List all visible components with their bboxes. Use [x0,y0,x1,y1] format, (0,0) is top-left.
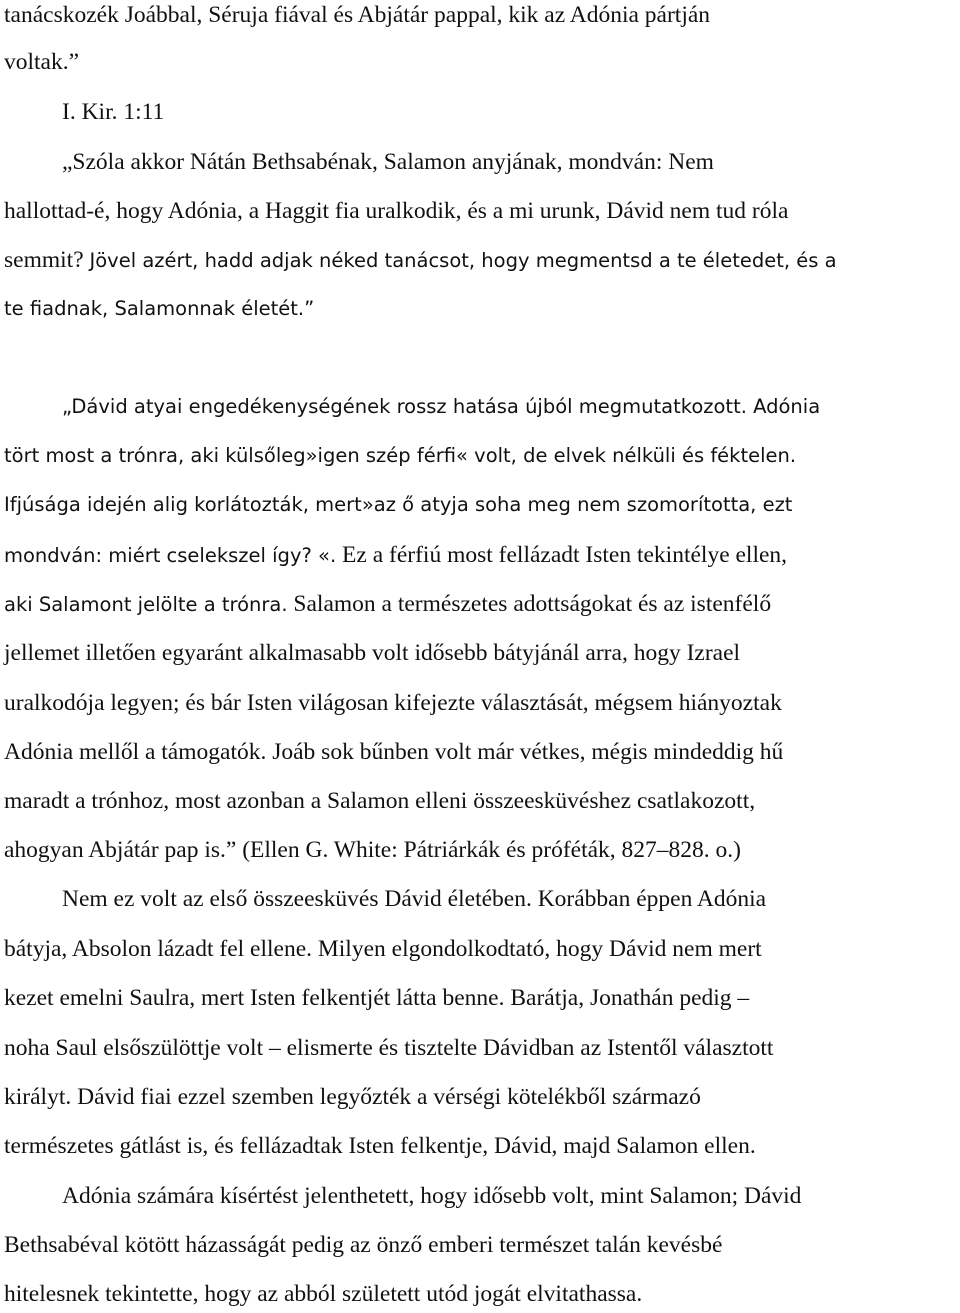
text-line: „Dávid atyai engedékenységének rossz hatása újból megmutatkozott. Adónia [62,395,821,418]
text-line: Adónia számára kísértést jelenthetett, hogy idősebb volt, mint Salamon; Dávid [62,1183,802,1209]
text-line: bátyja, Absolon lázadt fel ellene. Milyen elgondolkodtató, hogy Dávid nem mert [4,936,762,962]
text-line: „Szóla akkor Nátán Bethsabénak, Salamon anyjának, mondván: Nem [62,149,714,175]
text-line: Nem ez volt az első összeesküvés Dávid életében. Korábban éppen Adónia [62,886,767,912]
text-span: Ez a férfiú most fellázadt Isten tekintélye ellen, [342,542,788,568]
text-line [4,589,771,619]
text-line: jellemet illetően egyaránt alkalmasabb volt idősebb bátyjánál arra, hogy Izrael [4,640,741,666]
text-span: aki Salamont jelölte a trónra. [4,593,288,616]
text-span: semmit? [4,247,84,273]
text-line: voltak.” [4,49,80,75]
text-span: Jövel azért, hadd adjak néked tanácsot, hogy megmentsd a te életedet, és a [89,249,837,272]
text-line [4,540,787,570]
text-line: természetes gátlást is, és fellázadtak Isten felkentje, Dávid, majd Salamon ellen. [4,1133,756,1159]
text-span: Salamon a természetes adottságokat és az istenfélő [293,591,772,617]
text-line: hitelesnek tekintette, hogy az abból született utód jogát elvitathassa. [4,1281,643,1307]
text-line: uralkodója legyen; és bár Isten világosan kifejezte választását, mégsem hiányoztak [4,690,782,716]
text-line: kezet emelni Saulra, mert Isten felkentjét látta benne. Barátja, Jonathán pedig – [4,985,750,1011]
text-line [4,245,837,275]
text-line: Ifjúsága idején alig korlátozták, mert»az ő atyja soha meg nem szomorította, ezt [4,493,793,516]
text-span: mondván: miért cselekszel így? «. [4,544,337,567]
text-line: Bethsabéval kötött házasságát pedig az önző emberi természet talán kevésbé [4,1232,723,1258]
text-line: ahogyan Abjátár pap is.” (Ellen G. White: Pátriárkák és próféták, 827–828. o.) [4,837,741,863]
text-line: te fiadnak, Salamonnak életét.” [4,297,315,320]
text-line: hallottad-é, hogy Adónia, a Haggit fia uralkodik, és a mi urunk, Dávid nem tud róla [4,198,789,224]
verse-reference: I. Kir. 1:11 [62,99,165,125]
text-line: királyt. Dávid fiai ezzel szemben legyőzték a vérségi kötelékből származó [4,1084,701,1110]
text-line: noha Saul elsőszülöttje volt – elismerte és tisztelte Dávidban az Istentől választott [4,1035,774,1061]
text-line: tört most a trónra, aki külsőleg»igen szép férfi« volt, de elvek nélküli és féktelen. [4,444,797,467]
text-line: tanácskozék Joábbal, Séruja fiával és Abjátár pappal, kik az Adónia pártján [4,2,711,28]
text-line: Adónia mellől a támogatók. Joáb sok bűnben volt már vétkes, mégis mindeddig hű [4,739,784,765]
text-line: maradt a trónhoz, most azonban a Salamon elleni összeesküvéshez csatlakozott, [4,788,756,814]
